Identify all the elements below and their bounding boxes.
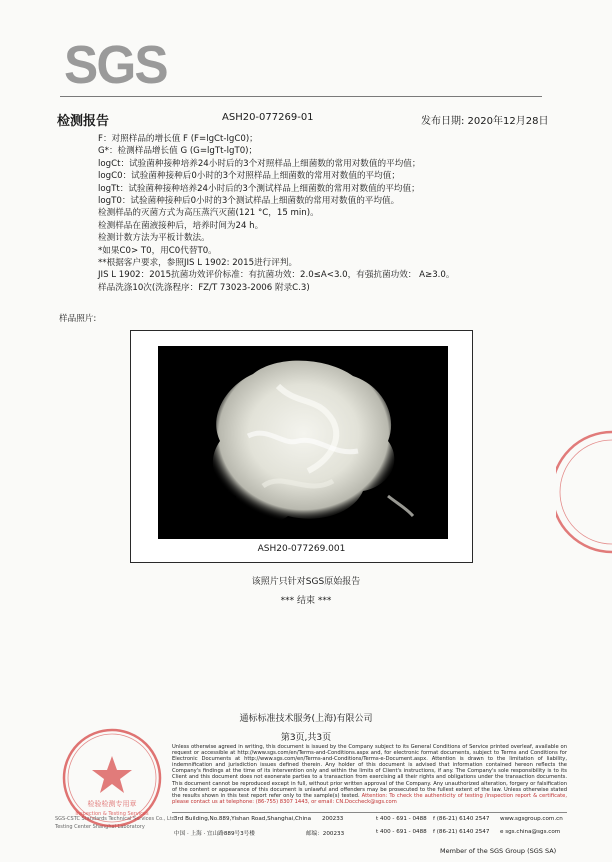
member-note: Member of the SGS Group (SGS SA) bbox=[440, 847, 557, 855]
company-name: 通标标准技术服务(上海)有限公司 bbox=[239, 714, 373, 724]
definition-line: logC0：试验菌种接种后0小时的3个对照样品上细菌数的常用对数值的平均值； bbox=[98, 171, 400, 182]
attention-text: Attention: To check the authenticity of testing /inspection report & certificate, please contact us at telephone: (86-755) 8307 1443, or email: CN.Doccheck@sgs.com bbox=[172, 792, 567, 805]
postcode-en: 200233 bbox=[322, 816, 344, 822]
left-margin-line-1: SGS-CSTC Standards Technical Services Co., Ltd. bbox=[55, 816, 177, 822]
definition-line: logT0：试验菌种接种后0小时的3个测试样品上细菌数的常用对数值的平均值。 bbox=[98, 196, 400, 207]
definitions-list bbox=[98, 133, 568, 294]
left-margin-line-2: Testing Center Shanghai Laboratory bbox=[55, 824, 145, 830]
definition-line: F：对照样品的增长值 F (F=lgCt-lgC0)； bbox=[98, 134, 258, 144]
sample-photo-label: 样品照片: bbox=[59, 314, 97, 324]
page-number: 第3页,共3页 bbox=[280, 733, 332, 743]
report-number: ASH20-077269-01 bbox=[222, 112, 314, 123]
side-seal-stamp bbox=[556, 422, 612, 562]
legal-disclaimer bbox=[172, 744, 567, 805]
original-only-note: 该照片只针对SGS原始报告 bbox=[251, 577, 361, 587]
header-divider bbox=[60, 96, 542, 97]
issue-date: 发布日期: 2020年12月28日 bbox=[421, 116, 549, 127]
definition-line: logCt：试验菌种接种培养24小时后的3个对照样品上细菌数的常用对数值的平均值； bbox=[98, 158, 421, 169]
legal-text: Unless otherwise agreed in writing, this document is issued by the Company subject to its General Conditions of Service printed overleaf, available on request or accessible at http://www.sgs.com/en/Terms-and-Conditions.aspx and, for electronic format documents, subject to Terms and Conditions for Electronic Documents at http://www.sgs.com/en/Terms-and-Conditions/Terms-e-Document.aspx. Attention is drawn to the limitation of liability, indemnification and jurisdiction issues defined therein. Any holder of this document is advised that information contained hereon reflects the Company's findings at the time of its intervention only and within the limits of Client's instructions, if any. The Company's sole responsibility is to its Client and this document does not exonerate parties to a transaction from exercising all their rights and obligations under the transaction documents. This document cannot be reproduced except in full, without prior written approval of the Company. Any unauthorized alteration, forgery or falsification of the content or appearance of this document is unlawful and offenders may be prosecuted to the fullest extent of the law. Unless otherwise stated the results shown in this test report refer only to the sample(s) tested. bbox=[172, 744, 567, 799]
definition-line: 检测计数方法为平板计数法。 bbox=[98, 233, 210, 244]
definition-line: *如果C0> T0，用C0代替T0。 bbox=[98, 245, 217, 256]
definition-line: **根据客户要求，参照JIS L 1902: 2015进行评判。 bbox=[98, 258, 298, 269]
definition-line: logTt：试验菌种接种培养24小时后的3个测试样品上细菌数的常用对数值的平均值； bbox=[98, 183, 420, 194]
fax-cn: f (86-21) 6140 2547 bbox=[433, 829, 490, 835]
footer-divider bbox=[172, 812, 567, 813]
definition-line: 检测样品在菌液接种后，培养时间为24 h。 bbox=[98, 220, 264, 231]
address-en: 3rd Building,No.889,Yishan Road,Shanghai,China bbox=[174, 816, 311, 822]
postcode-cn: 邮编：200233 bbox=[306, 831, 345, 837]
definition-line: G*：检测样品增长值 G (G=lgTt-lgT0)； bbox=[98, 146, 258, 157]
end-marker: *** 结束 *** bbox=[280, 596, 332, 606]
tel-cn: t 400 - 691 - 0488 bbox=[376, 829, 427, 835]
web-link[interactable]: www.sgsgroup.com.cn bbox=[500, 816, 563, 822]
email-link[interactable]: e sgs.china@sgs.com bbox=[500, 829, 561, 835]
company-seal-stamp bbox=[60, 726, 164, 830]
seal-subtext: Inspection & Testing Services bbox=[75, 811, 149, 817]
seal-text: 检验检测专用章 bbox=[87, 800, 137, 808]
definition-line: JIS L 1902：2015抗菌功效评价标准：有抗菌功效：2.0≤A<3.0，有强抗菌功效： A≥3.0。 bbox=[98, 270, 455, 281]
photo-caption: ASH20-077269.001 bbox=[257, 544, 346, 554]
address-cn: 中国 · 上海 · 宜山路889号3号楼 bbox=[174, 831, 255, 837]
fiber-sample-image bbox=[158, 346, 448, 539]
definition-line: 检测样品的灭菌方式为高压蒸汽灭菌(121 °C，15 min)。 bbox=[98, 208, 319, 219]
report-title: 检测报告 bbox=[57, 114, 110, 129]
sample-photo bbox=[158, 346, 448, 539]
fax-en: f (86-21) 6140 2547 bbox=[433, 816, 490, 822]
tel-en: t 400 - 691 - 0488 bbox=[376, 816, 427, 822]
definition-line: 样品洗涤10次(洗涤程序：FZ/T 73023-2006 附录C.3) bbox=[98, 282, 310, 293]
sgs-logo: SGS bbox=[64, 35, 167, 95]
